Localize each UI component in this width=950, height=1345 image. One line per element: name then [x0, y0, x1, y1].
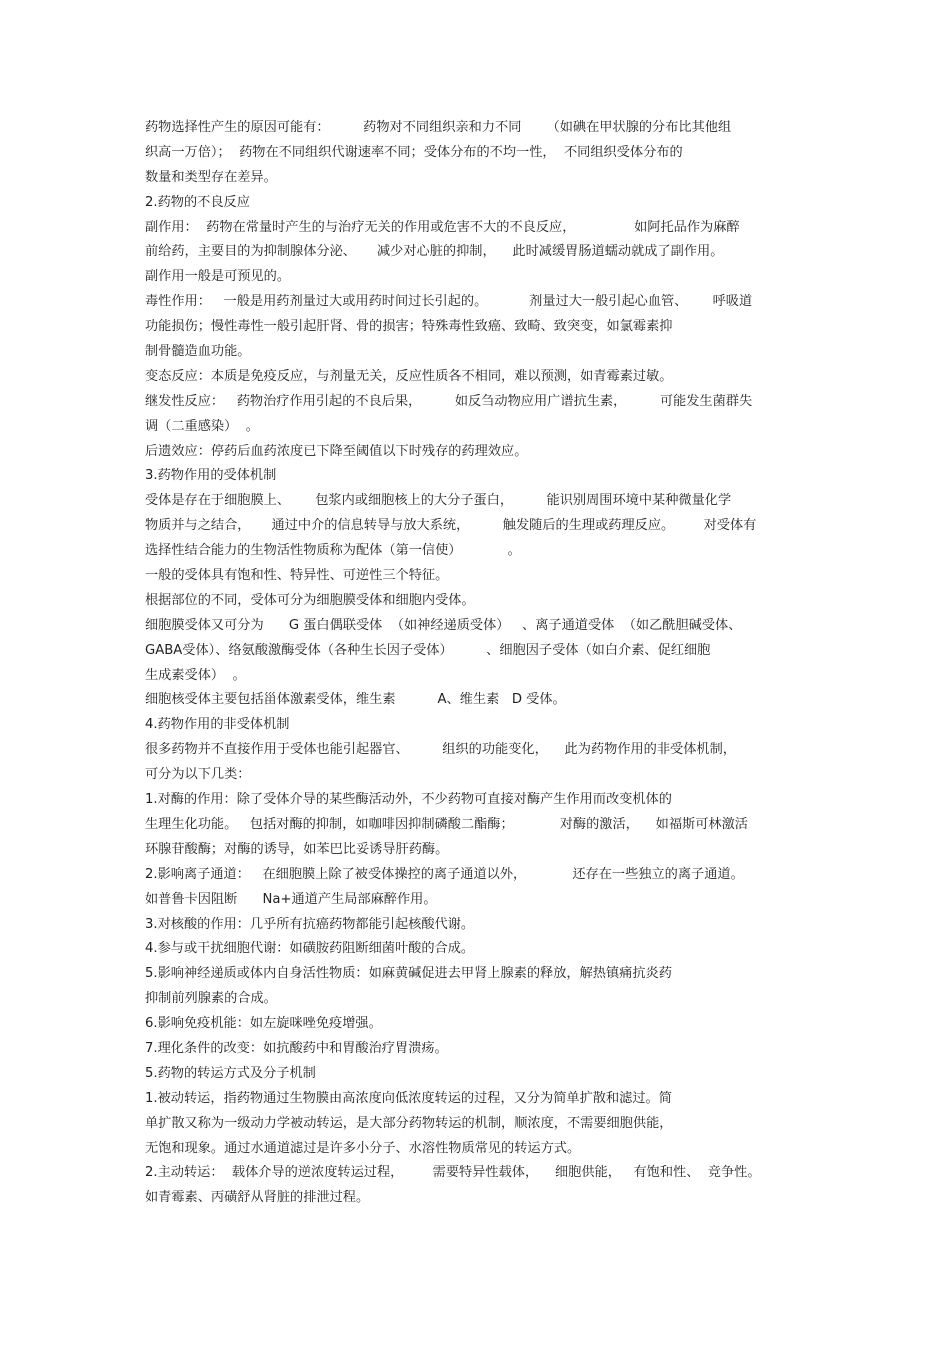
section-heading: 4.药物作用的非受体机制	[145, 717, 290, 733]
text-line: 副作用： 药物在常量时产生的与治疗无关的作用或危害不大的不良反应， 如阿托品作为麻醉	[145, 219, 740, 235]
text-line: 3.对核酸的作用：几乎所有抗癌药物都能引起核酸代谢。	[145, 916, 475, 932]
text-line: 很多药物并不直接作用于受体也能引起器官、 组织的功能变化， 此为药物作用的非受体机制，	[145, 742, 736, 758]
text-line: 后遗效应：停药后血药浓度已下降至阈值以下时残存的药理效应。	[145, 443, 528, 459]
text-line: 数量和类型存在差异。	[145, 169, 277, 185]
text-line: 功能损伤；慢性毒性一般引起肝肾、骨的损害；特殊毒性致癌、致畸、致突变，如氯霉素抑	[145, 319, 673, 335]
text-line: 物质并与之结合， 通过中介的信息转导与放大系统， 触发随后的生理或药理反应。 对受体有	[145, 518, 757, 534]
text-line: 调（二重感染） 。	[145, 418, 259, 434]
text-line: 受体是存在于细胞膜上、 包浆内或细胞核上的大分子蛋白， 能识别周围环境中某种微量化学	[145, 493, 732, 509]
text-line: 7.理化条件的改变：如抗酸药中和胃酸治疗胃溃疡。	[145, 1040, 448, 1056]
text-line: 选择性结合能力的生物活性物质称为配体（第一信使） 。	[145, 543, 521, 559]
section-heading: 2.药物的不良反应	[145, 194, 250, 210]
text-line: 可分为以下几类：	[145, 767, 251, 783]
text-line: 继发性反应： 药物治疗作用引起的不良后果， 如反刍动物应用广谱抗生素， 可能发生菌群失	[145, 393, 753, 409]
text-line: 一般的受体具有饱和性、特异性、可逆性三个特征。	[145, 568, 449, 584]
text-line: 无饱和现象。通过水通道滤过是许多小分子、水溶性物质常见的转运方式。	[145, 1140, 581, 1156]
text-line: 抑制前列腺素的合成。	[145, 991, 277, 1007]
text-line: 2.主动转运： 载体介导的逆浓度转运过程， 需要特异性载体， 细胞供能， 有饱和性、 竞争性。	[145, 1165, 761, 1181]
text-line: 生理生化功能。 包括对酶的抑制，如咖啡因抑制磷酸二酯酶； 对酶的激活， 如福斯可林激活	[145, 816, 748, 832]
section-heading: 5.药物的转运方式及分子机制	[145, 1065, 316, 1081]
text-line: 织高一万倍）； 药物在不同组织代谢速率不同；受体分布的不均一性， 不同组织受体分布的	[145, 144, 683, 160]
text-line: 环腺苷酸酶；对酶的诱导，如苯巴比妥诱导肝药酶。	[145, 841, 449, 857]
section-heading: 3.药物作用的受体机制	[145, 468, 277, 484]
text-line: 前给药，主要目的为抑制腺体分泌、 减少对心脏的抑制， 此时减缓胃肠道蠕动就成了副作用。	[145, 244, 724, 260]
text-line: 1.被动转运，指药物通过生物膜由高浓度向低浓度转运的过程，又分为简单扩散和滤过。简	[145, 1090, 672, 1106]
text-line: 4.参与或干扰细胞代谢：如磺胺药阻断细菌叶酸的合成。	[145, 941, 475, 957]
text-line: 药物选择性产生的原因可能有： 药物对不同组织亲和力不同 （如碘在甲状腺的分布比其他组	[145, 120, 732, 135]
text-line: 6.影响免疫机能：如左旋咪唑免疫增强。	[145, 1016, 382, 1032]
text-line: 毒性作用： 一般是用药剂量过大或用药时间过长引起的。 剂量过大一般引起心血管、 呼吸道	[145, 294, 753, 310]
text-line: 如青霉素、丙磺舒从肾脏的排泄过程。	[145, 1190, 370, 1206]
text-line: 变态反应：本质是免疫反应，与剂量无关，反应性质各不相同，难以预测，如青霉素过敏。	[145, 368, 673, 384]
text-line: 细胞核受体主要包括甾体激素受体，维生素 A、维生素 D 受体。	[145, 692, 566, 708]
text-line: 细胞膜受体又可分为 G 蛋白偶联受体 （如神经递质受体） 、离子通道受体 （如乙酰胆碱受体、	[145, 617, 742, 633]
text-line: 根据部位的不同，受体可分为细胞膜受体和细胞内受体。	[145, 592, 475, 608]
text-line: 1.对酶的作用：除了受体介导的某些酶活动外，不少药物可直接对酶产生作用而改变机体的	[145, 792, 672, 808]
text-line: 单扩散又称为一级动力学被动转运，是大部分药物转运的机制，顺浓度，不需要细胞供能，	[145, 1115, 673, 1131]
document-body	[145, 116, 825, 1211]
text-line: GABA受体）、络氨酸激酶受体（各种生长因子受体） 、细胞因子受体（如白介素、促红细胞	[145, 642, 711, 658]
text-line: 生成素受体） 。	[145, 667, 246, 683]
text-line: 5.影响神经递质或体内自身活性物质：如麻黄碱促进去甲肾上腺素的释放，解热镇痛抗炎药	[145, 966, 672, 982]
text-line: 制骨髓造血功能。	[145, 344, 251, 360]
text-line: 2.影响离子通道： 在细胞膜上除了被受体操控的离子通道以外， 还存在一些独立的离子通道。	[145, 866, 744, 882]
text-line: 副作用一般是可预见的。	[145, 269, 291, 285]
text-line: 如普鲁卡因阻断 Na+通道产生局部麻醉作用。	[145, 891, 437, 907]
